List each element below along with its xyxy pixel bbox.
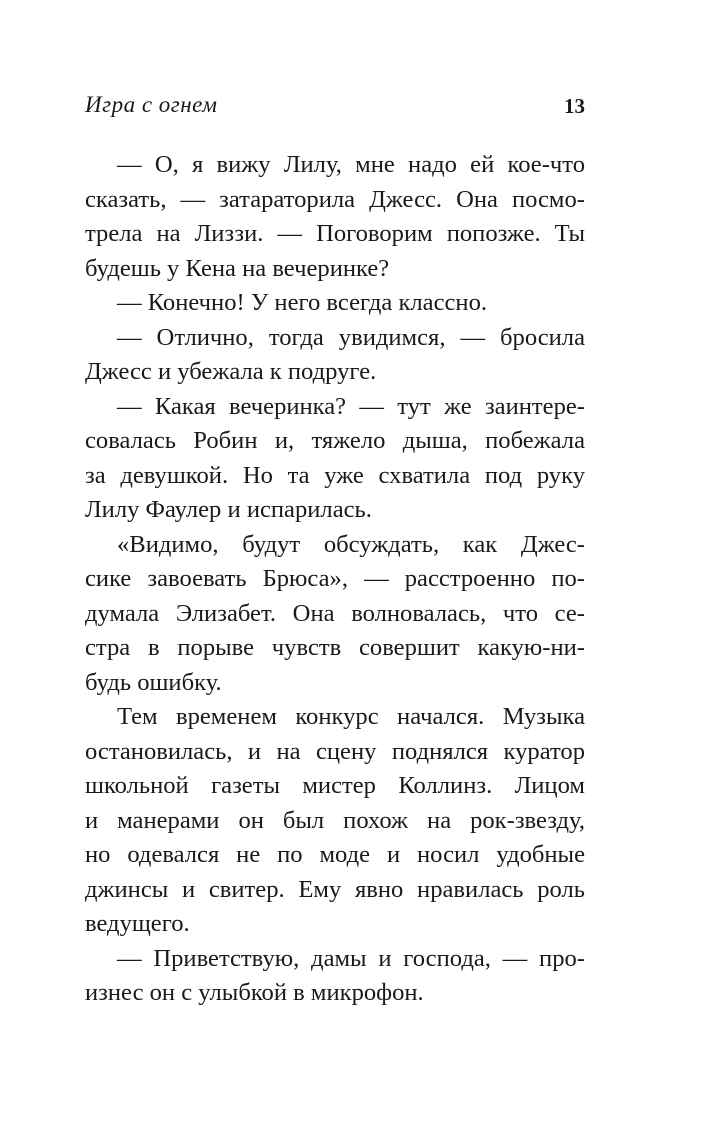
text-line: остановилась, и на сцену поднялся куратор bbox=[85, 737, 585, 765]
text-line: будешь у Кена на вечеринке? bbox=[85, 254, 390, 282]
paragraph bbox=[85, 148, 585, 286]
text-line: совалась Робин и, тяжело дыша, побежала bbox=[85, 427, 585, 454]
text-line: — Какая вечеринка? — тут же заинтере- bbox=[117, 392, 585, 420]
text-line: и манерами он был похож на рок-звезду, bbox=[85, 806, 585, 834]
text-line: но одевался не по моде и носил удобные bbox=[85, 841, 585, 868]
text-line: — Приветствую, дамы и господа, — про- bbox=[117, 944, 585, 972]
text-line: — О, я вижу Лилу, мне надо ей кое-что bbox=[117, 151, 585, 178]
paragraph bbox=[85, 528, 585, 701]
text-line: — Отлично, тогда увидимся, — бросила bbox=[117, 323, 585, 351]
text-line: Лилу Фаулер и испарилась. bbox=[85, 496, 372, 523]
text-line: будь ошибку. bbox=[85, 668, 222, 696]
text-line: стра в порыве чувств совершит какую-ни- bbox=[85, 634, 585, 661]
text-line: за девушкой. Но та уже схватила под руку bbox=[85, 461, 585, 489]
text-line: трела на Лиззи. — Поговорим попозже. Ты bbox=[85, 220, 585, 247]
text-line: — Конечно! У него всегда классно. bbox=[117, 289, 488, 316]
text-line: «Видимо, будут обсуждать, как Джес- bbox=[117, 530, 585, 558]
paragraph bbox=[85, 942, 585, 1011]
text-line: джинсы и свитер. Ему явно нравилась роль bbox=[85, 875, 585, 903]
text-line: сказать, — затараторила Джесс. Она посмо- bbox=[85, 185, 585, 213]
paragraph bbox=[85, 321, 585, 390]
text-line: Тем временем конкурс начался. Музыка bbox=[117, 703, 585, 730]
text-line: школьной газеты мистер Коллинз. Лицом bbox=[85, 772, 585, 799]
body-text bbox=[85, 148, 585, 1011]
running-head bbox=[85, 92, 585, 122]
text-line: думала Элизабет. Она волновалась, что се- bbox=[85, 599, 585, 627]
paragraph bbox=[85, 390, 585, 528]
text-line: Джесс и убежала к подруге. bbox=[85, 358, 377, 385]
text-line: изнес он с улыбкой в микрофон. bbox=[85, 979, 424, 1006]
page-number: 13 bbox=[564, 94, 585, 118]
paragraph bbox=[85, 700, 585, 942]
text-line: сике завоевать Брюса», — расстроенно по- bbox=[85, 565, 585, 592]
book-title: Игра с огнем bbox=[85, 92, 218, 117]
text-line: ведущего. bbox=[85, 910, 190, 937]
paragraph bbox=[85, 286, 585, 321]
